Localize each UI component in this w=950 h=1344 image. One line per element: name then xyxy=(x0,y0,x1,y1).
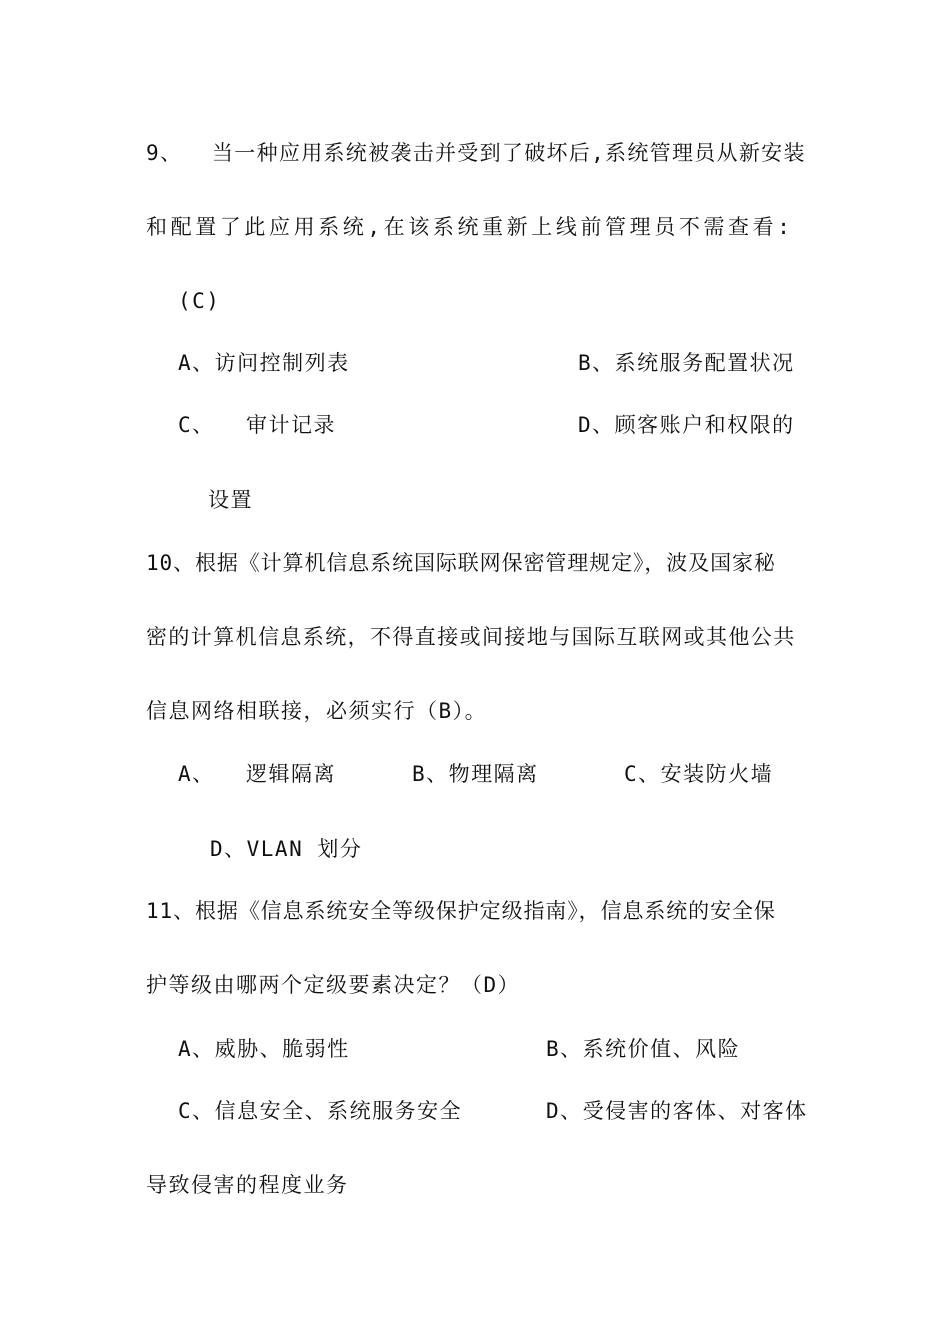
option-a: A、威胁、脆弱性 xyxy=(178,1037,350,1061)
option-b: B、系统服务配置状况 xyxy=(578,351,795,375)
option-c-text: 审计记录 xyxy=(246,413,336,437)
question-number: 9、 xyxy=(146,141,183,165)
question-stem-line-3: 信息网络相联接，必须实行（B）。 xyxy=(146,699,488,723)
option-a-text: 逻辑隔离 xyxy=(246,762,336,786)
question-stem-line-2: 护等级由哪两个定级要素决定？（D） xyxy=(146,973,521,997)
option-b: B、物理隔离 xyxy=(412,762,539,786)
option-c: C、信息安全、系统服务安全 xyxy=(178,1099,463,1123)
question-stem-line-1: 当一种应用系统被袭击并受到了破坏后,系统管理员从新安装 xyxy=(212,141,806,165)
option-b: B、系统价值、风险 xyxy=(546,1037,741,1061)
question-stem-line-1: 10、根据《计算机信息系统国际联网保密管理规定》，波及国家秘 xyxy=(146,551,776,575)
question-stem-line-2: 密的计算机信息系统，不得直接或间接地与国际互联网或其他公共 xyxy=(146,625,796,649)
answer-label: (C) xyxy=(178,289,221,313)
option-d-continuation: 设置 xyxy=(208,488,253,512)
option-d: D、顾客账户和权限的 xyxy=(578,413,795,437)
option-d: D、受侵害的客体、对客体 xyxy=(546,1099,808,1123)
option-c: C、安装防火墙 xyxy=(624,762,774,786)
option-d-continuation: 导致侵害的程度业务 xyxy=(146,1173,349,1197)
option-c-letter: C、 xyxy=(178,413,215,437)
question-stem-line-1: 11、根据《信息系统安全等级保护定级指南》，信息系统的安全保 xyxy=(146,899,776,923)
question-stem-line-2: 和配置了此应用系统,在该系统重新上线前管理员不需查看: xyxy=(146,215,794,239)
option-a: A、访问控制列表 xyxy=(178,351,350,375)
option-a-letter: A、 xyxy=(178,762,215,786)
option-d: D、VLAN 划分 xyxy=(210,837,363,861)
